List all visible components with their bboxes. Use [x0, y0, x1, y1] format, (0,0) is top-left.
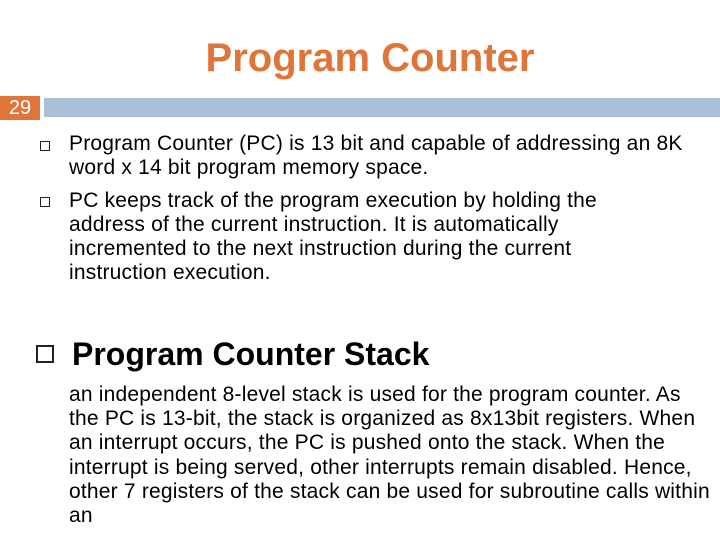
- title-rule: [44, 98, 720, 117]
- square-bullet-icon: [40, 141, 50, 151]
- slide-title: Program Counter: [205, 36, 535, 80]
- section-paragraph: an independent 8-level stack is used for the program counter. As the PC is 13-bit, the stack is organized as 8x13bit registers. When an interrupt occurs, the PC is pushed onto the stack. When the interrupt is being served, other interrupts remain disabled. Hence, other 7 registers of the stack can be used for subroutine calls within an: [69, 383, 710, 528]
- bullet-text: Program Counter (PC) is 13 bit and capable of addressing an 8K word x 14 bit program memory space.: [69, 132, 683, 179]
- section-heading: Program Counter Stack: [72, 336, 430, 372]
- slide-number: 29: [0, 96, 40, 120]
- square-bullet-icon: [40, 197, 50, 207]
- bullet-text: PC keeps track of the program execution by holding the address of the current instruction. It is automatically incremented to the next instruction during the current instruction execution.: [69, 189, 597, 284]
- square-bullet-icon: [36, 345, 54, 363]
